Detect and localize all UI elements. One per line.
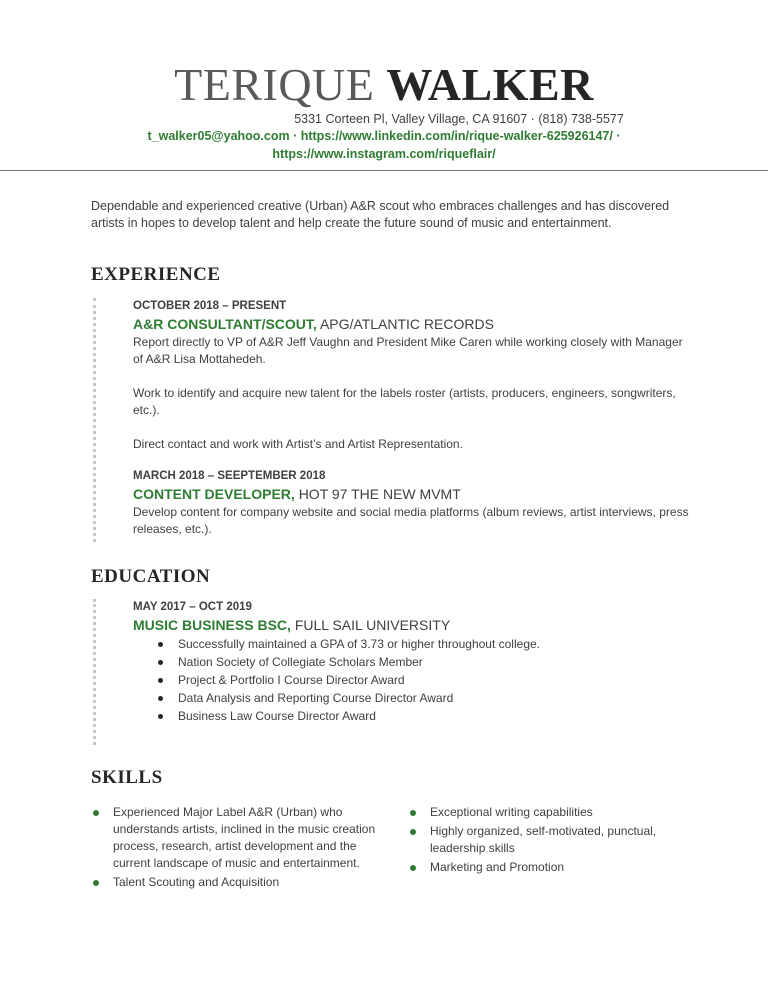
experience-job-1 bbox=[133, 298, 693, 453]
education-dotted-line bbox=[93, 599, 96, 745]
resume-name bbox=[0, 60, 768, 110]
list-item: Highly organized, self-motivated, punctual, leadership skills bbox=[408, 823, 698, 857]
education-bullets bbox=[133, 635, 693, 725]
job-company: HOT 97 THE NEW MVMT bbox=[298, 486, 461, 502]
skills-left-list bbox=[91, 804, 381, 893]
instagram-link[interactable]: https://www.instagram.com/riqueflair/ bbox=[272, 147, 496, 161]
job-date: OCTOBER 2018 – PRESENT bbox=[133, 300, 287, 312]
education-date: MAY 2017 – OCT 2019 bbox=[133, 601, 252, 613]
job-title: A&R CONSULTANT/SCOUT, bbox=[133, 316, 317, 332]
skills-right-list bbox=[408, 804, 698, 878]
job-description: Report directly to VP of A&R Jeff Vaughn and President Mike Caren while working closely with Manager of A&R Lisa Mottahedeh. bbox=[133, 335, 683, 366]
job-company: APG/ATLANTIC RECORDS bbox=[319, 316, 494, 332]
job-description: Develop content for company website and social media platforms (album reviews, artist interviews, press releases, etc.). bbox=[133, 505, 689, 536]
list-item: Data Analysis and Reporting Course Director Award bbox=[133, 689, 693, 707]
education-role bbox=[133, 615, 693, 635]
summary-text: Dependable and experienced creative (Urban) A&R scout who embraces challenges and has discovered artists in hopes to develop talent and help create the future sound of music and entertainment. bbox=[91, 199, 670, 230]
email-linkedin-link[interactable]: t_walker05@yahoo.com · https://www.linkedin.com/in/rique-walker-625926147/ · bbox=[147, 129, 621, 143]
school-name: FULL SAIL UNIVERSITY bbox=[294, 617, 451, 633]
list-item: Nation Society of Collegiate Scholars Member bbox=[133, 653, 693, 671]
contact-address-phone: 5331 Corteen Pl, Valley Village, CA 91607 · (818) 738-5577 bbox=[294, 112, 624, 126]
skills-heading: SKILLS bbox=[91, 767, 163, 788]
job-date: MARCH 2018 – SEEPTEMBER 2018 bbox=[133, 470, 326, 482]
list-item: Marketing and Promotion bbox=[408, 859, 698, 876]
job-description: Direct contact and work with Artist’s and Artist Representation. bbox=[133, 437, 463, 451]
experience-dotted-line bbox=[93, 298, 96, 542]
header-divider bbox=[0, 170, 768, 171]
degree-title: MUSIC BUSINESS BSC, bbox=[133, 617, 291, 633]
job-role bbox=[133, 484, 693, 504]
education-heading: EDUCATION bbox=[91, 566, 211, 587]
list-item: Exceptional writing capabilities bbox=[408, 804, 698, 821]
list-item: Project & Portfolio I Course Director Award bbox=[133, 671, 693, 689]
job-role bbox=[133, 314, 693, 334]
experience-heading: EXPERIENCE bbox=[91, 264, 221, 285]
list-item: Talent Scouting and Acquisition bbox=[91, 874, 381, 891]
list-item: Experienced Major Label A&R (Urban) who understands artists, inclined in the music creation process, research, artist development and the current landscape of music and entertainment. bbox=[91, 804, 381, 872]
education-entry bbox=[133, 599, 693, 725]
first-name: TERIQUE bbox=[174, 59, 375, 110]
list-item: Successfully maintained a GPA of 3.73 or higher throughout college. bbox=[133, 635, 693, 653]
list-item: Business Law Course Director Award bbox=[133, 707, 693, 725]
contact-links bbox=[0, 127, 768, 163]
job-description: Work to identify and acquire new talent for the labels roster (artists, producers, engineers, songwriters, etc.). bbox=[133, 386, 676, 417]
last-name: WALKER bbox=[386, 59, 594, 110]
experience-job-2 bbox=[133, 468, 693, 538]
job-title: CONTENT DEVELOPER, bbox=[133, 486, 295, 502]
